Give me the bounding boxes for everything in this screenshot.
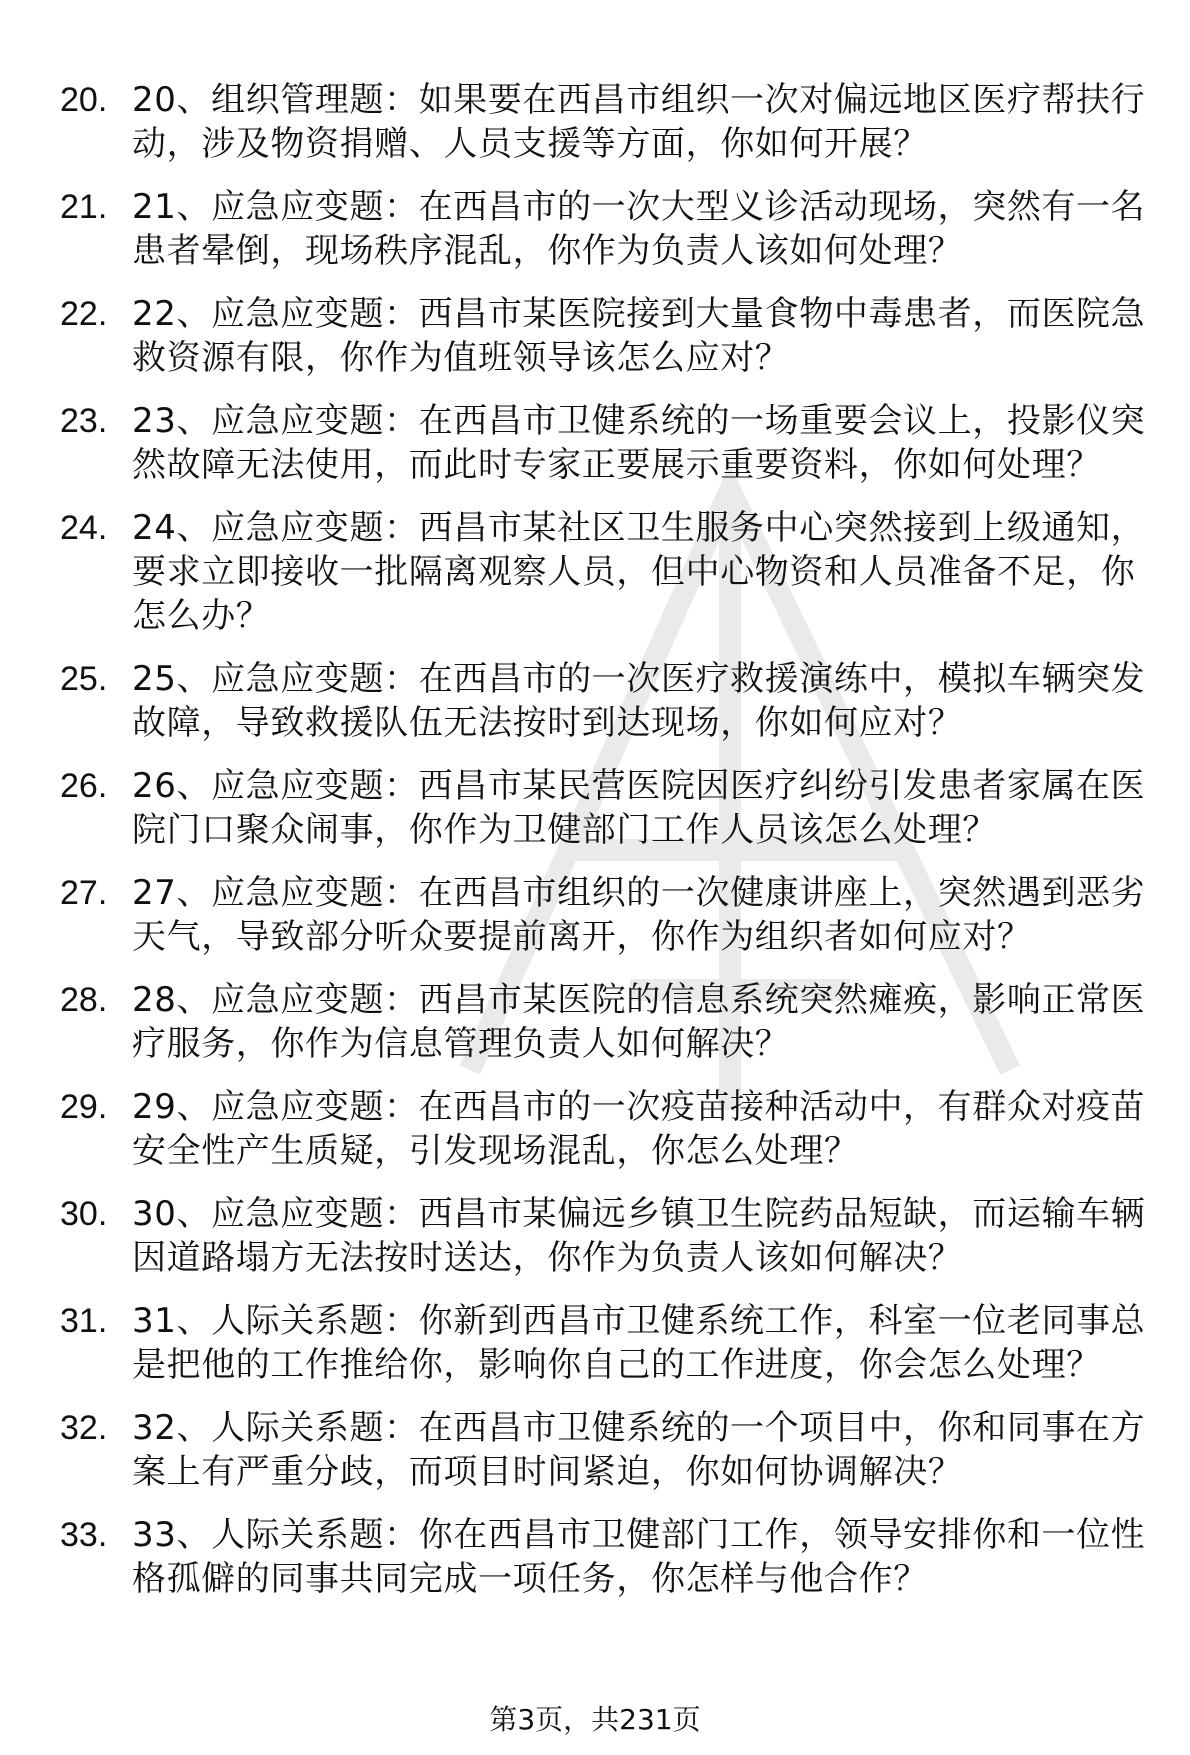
list-item: [60, 764, 1160, 852]
list-item: [60, 185, 1160, 273]
question-text: 25、应急应变题：在西昌市的一次医疗救援演练中，模拟车辆突发故障，导致救援队伍无法按时到达现场，你如何应对？: [132, 659, 1146, 743]
question-text: 28、应急应变题：西昌市某医院的信息系统突然瘫痪，影响正常医疗服务，你作为信息管理负责人如何解决？: [132, 980, 1146, 1064]
question-text: 22、应急应变题：西昌市某医院接到大量食物中毒患者，而医院急救资源有限，你作为值班领导该怎么应对？: [132, 294, 1146, 378]
question-text: 27、应急应变题：在西昌市组织的一次健康讲座上，突然遇到恶劣天气，导致部分听众要提前离开，你作为组织者如何应对？: [132, 873, 1146, 957]
question-text: 20、组织管理题：如果要在西昌市组织一次对偏远地区医疗帮扶行动，涉及物资捐赠、人员支援等方面，你如何开展？: [132, 80, 1146, 164]
question-number: 20.: [60, 81, 108, 119]
list-item: [60, 1085, 1160, 1173]
question-text: 29、应急应变题：在西昌市的一次疫苗接种活动中，有群众对疫苗安全性产生质疑，引发现场混乱，你怎么处理？: [132, 1087, 1146, 1171]
question-number: 22.: [60, 295, 108, 333]
list-item: [60, 292, 1160, 380]
list-item: [60, 1299, 1160, 1387]
question-number: 23.: [60, 402, 108, 440]
question-text: 31、人际关系题：你新到西昌市卫健系统工作，科室一位老同事总是把他的工作推给你，影响你自己的工作进度，你会怎么处理？: [132, 1301, 1146, 1385]
question-text: 33、人际关系题：你在西昌市卫健部门工作，领导安排你和一位性格孤僻的同事共同完成一项任务，你怎样与他合作？: [132, 1515, 1146, 1599]
question-text: 21、应急应变题：在西昌市的一次大型义诊活动现场，突然有一名患者晕倒，现场秩序混乱，你作为负责人该如何处理？: [132, 187, 1146, 271]
question-number: 24.: [60, 509, 108, 547]
list-item: [60, 399, 1160, 487]
page-footer: 第3页，共231页: [489, 1703, 701, 1736]
question-text: 26、应急应变题：西昌市某民营医院因医疗纠纷引发患者家属在医院门口聚众闹事，你作为卫健部门工作人员该怎么处理？: [132, 766, 1146, 850]
list-item: [60, 978, 1160, 1066]
question-number: 30.: [60, 1195, 108, 1233]
question-text: 23、应急应变题：在西昌市卫健系统的一场重要会议上，投影仪突然故障无法使用，而此时专家正要展示重要资料，你如何处理？: [132, 401, 1146, 485]
list-item: [60, 1513, 1160, 1601]
question-number: 26.: [60, 767, 108, 805]
question-text: 32、人际关系题：在西昌市卫健系统的一个项目中，你和同事在方案上有严重分歧，而项目时间紧迫，你如何协调解决？: [132, 1408, 1146, 1492]
question-number: 27.: [60, 874, 108, 912]
list-item: [60, 78, 1160, 166]
list-item: [60, 1192, 1160, 1280]
list-item: [60, 657, 1160, 745]
question-number: 21.: [60, 188, 108, 226]
list-item: [60, 1406, 1160, 1494]
question-text: 30、应急应变题：西昌市某偏远乡镇卫生院药品短缺，而运输车辆因道路塌方无法按时送达，你作为负责人该如何解决？: [132, 1194, 1146, 1278]
list-item: [60, 506, 1160, 638]
question-number: 28.: [60, 981, 108, 1019]
question-number: 29.: [60, 1088, 108, 1126]
question-number: 25.: [60, 660, 108, 698]
question-text: 24、应急应变题：西昌市某社区卫生服务中心突然接到上级通知，要求立即接收一批隔离观察人员，但中心物资和人员准备不足，你怎么办？: [132, 508, 1146, 636]
list-item: [60, 871, 1160, 959]
question-number: 33.: [60, 1516, 108, 1554]
question-number: 32.: [60, 1409, 108, 1447]
question-number: 31.: [60, 1302, 108, 1340]
question-list: [60, 78, 1160, 1620]
